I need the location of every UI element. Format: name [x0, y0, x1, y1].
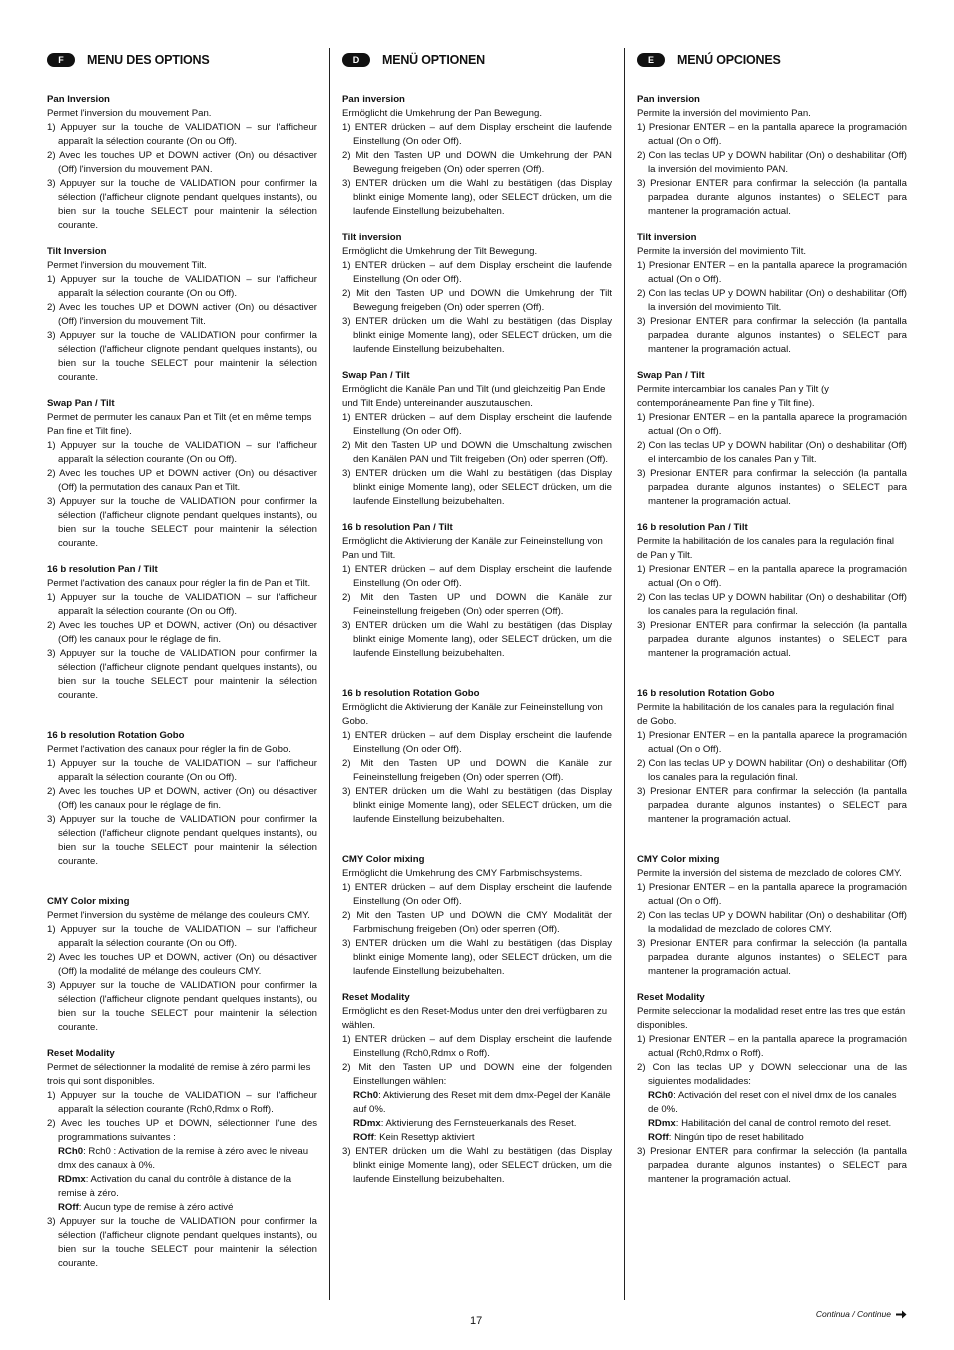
option-key: RDmx [58, 1174, 86, 1185]
option-section [47, 1047, 317, 1271]
step-item: 1) Presionar ENTER – en la pantalla aparece la programación actual (On o Off). [637, 260, 907, 285]
option-heading: Tilt inversion [637, 232, 697, 243]
option-value: : Kein Resettyp aktiviert [373, 1132, 475, 1143]
step-item: 3) Presionar ENTER para confirmar la selección (la pantalla parpadea durante algunos instantes) o SELECT para mantener la programación actual. [637, 938, 907, 977]
option-section [47, 397, 317, 551]
option-value: : Activación del reset con el nivel dmx de los canales de 0%. [648, 1090, 897, 1115]
option-description: Ermöglicht die Umkehrung des CMY Farbmischsystems. [342, 868, 583, 879]
option-key: ROff [648, 1132, 669, 1143]
option-section [637, 369, 907, 509]
option-value: : Aucun type de remise à zéro activé [78, 1202, 234, 1213]
option-heading: 16 b resolution Rotation Gobo [47, 730, 185, 741]
section-header [637, 50, 907, 70]
continue-note [816, 1309, 907, 1319]
option-heading: Swap Pan / Tilt [637, 370, 705, 381]
page-number: 17 [470, 1315, 483, 1327]
step-list [47, 121, 317, 233]
option-key: RCh0 [353, 1090, 379, 1101]
step-item: 2) Mit den Tasten UP und DOWN die Umkehrung der PAN Bewegung freigeben (On) oder sperren (Off). [342, 150, 612, 175]
step-item: 3) ENTER drücken um die Wahl zu bestätigen (das Display blinkt einige Momente lang), oder SELECT drücken, um die laufende Einstellung beizubehalten. [342, 468, 612, 507]
step-item: 1) Presionar ENTER – en la pantalla aparece la programación actual (Rch0,Rdmx o Roff). [637, 1034, 907, 1059]
language-badge: E [637, 53, 665, 67]
reset-option [342, 1089, 612, 1117]
option-description: Permite la inversión del movimiento Tilt. [637, 246, 807, 257]
step-item: 3) Presionar ENTER para confirmar la selección (la pantalla parpadea durante algunos instantes) o SELECT para mantener la programación actual. [637, 178, 907, 217]
step-item: 3) ENTER drücken um die Wahl zu bestätigen (das Display blinkt einige Momente lang), oder SELECT drücken, um die laufende Einstellung beizubehalten. [342, 316, 612, 355]
step-item: 1) Appuyer sur la touche de VALIDATION – sur l'afficheur apparaît la sélection courante (On ou Off). [47, 122, 317, 147]
option-heading: Swap Pan / Tilt [47, 398, 115, 409]
step-item: 3) Appuyer sur la touche de VALIDATION pour confirmer la sélection (l'afficheur clignote pendant quelques instants), ou bien sur la touche SELECT pour maintenir la sélection courante. [47, 496, 317, 549]
option-description: Permet de sélectionner la modalité de remise à zéro parmi les trois qui sont disponibles. [47, 1062, 311, 1087]
option-description: Ermöglicht es den Reset-Modus unter den drei verfügbaren zu wählen. [342, 1006, 608, 1031]
option-description: Ermöglicht die Aktivierung der Kanäle zur Feineinstellung von Pan und Tilt. [342, 536, 603, 561]
step-item: 1) ENTER drücken – auf dem Display erscheint die laufende Einstellung (On oder Off). [342, 882, 612, 907]
option-heading: Pan Inversion [47, 94, 110, 105]
option-section [637, 231, 907, 357]
step-item: 3) ENTER drücken um die Wahl zu bestätigen (das Display blinkt einige Momente lang), oder SELECT drücken, um die laufende Einstellung beizubehalten. [342, 620, 612, 659]
reset-option [47, 1173, 317, 1201]
option-heading: Pan inversion [637, 94, 700, 105]
step-list [342, 259, 612, 357]
option-heading: Pan inversion [342, 94, 405, 105]
step-item: 1) Appuyer sur la touche de VALIDATION – sur l'afficheur apparaît la sélection courante (On ou Off). [47, 592, 317, 617]
step-item: 2) Avec les touches UP et DOWN, activer (On) ou désactiver (Off) les canaux pour le réglage de fin. [47, 620, 317, 645]
option-description: Permite seleccionar la modalidad reset entre las tres que están disponibles. [637, 1006, 906, 1031]
step-item: 3) Presionar ENTER para confirmar la selección (la pantalla parpadea durante algunos instantes) o SELECT para mantener la programación actual. [637, 1146, 907, 1185]
option-heading: Reset Modality [637, 992, 705, 1003]
option-heading: 16 b resolution Pan / Tilt [637, 522, 748, 533]
option-section [342, 853, 612, 979]
step-list [637, 121, 907, 219]
step-item: 1) Appuyer sur la touche de VALIDATION – sur l'afficheur apparaît la sélection courante (On ou Off). [47, 924, 317, 949]
step-item: 3) Appuyer sur la touche de VALIDATION pour confirmer la sélection (l'afficheur clignote pendant quelques instants), ou bien sur la touche SELECT pour maintenir la sélection courante. [47, 648, 317, 701]
option-key: RCh0 [648, 1090, 674, 1101]
step-item: 2) Con las teclas UP y DOWN habilitar (On) o deshabilitar (Off) la inversión del movimiento Tilt. [637, 288, 907, 313]
option-description: Ermöglicht die Umkehrung der Pan Bewegung. [342, 108, 542, 119]
column-divider-1 [329, 48, 330, 1300]
option-heading: Tilt inversion [342, 232, 402, 243]
option-heading: 16 b resolution Pan / Tilt [47, 564, 158, 575]
option-section [342, 231, 612, 357]
option-heading: Reset Modality [47, 1048, 115, 1059]
option-description: Permet l'activation des canaux pour régler la fin de Gobo. [47, 744, 291, 755]
step-item: 2) Mit den Tasten UP und DOWN eine der folgenden Einstellungen wählen: [342, 1062, 612, 1087]
option-section [342, 369, 612, 509]
option-section [342, 93, 612, 219]
step-item: 3) Appuyer sur la touche de VALIDATION pour confirmer la sélection (l'afficheur clignote pendant quelques instants), ou bien sur la touche SELECT pour maintenir la sélection courante. [47, 980, 317, 1033]
option-description: Ermöglicht die Umkehrung der Tilt Bewegung. [342, 246, 538, 257]
step-item: 3) Appuyer sur la touche de VALIDATION pour confirmer la sélection (l'afficheur clignote pendant quelques instants), ou bien sur la touche SELECT pour maintenir la sélection courante. [47, 814, 317, 867]
option-value: : Aktivierung des Fernsteuerkanals des Reset. [380, 1118, 577, 1129]
language-badge: F [47, 53, 75, 67]
menu-title: MENÜ OPTIONEN [382, 53, 485, 67]
step-list [637, 881, 907, 979]
step-item: 1) Appuyer sur la touche de VALIDATION – sur l'afficheur apparaît la sélection courante (On ou Off). [47, 440, 317, 465]
step-item: 1) ENTER drücken – auf dem Display erscheint die laufende Einstellung (On oder Off). [342, 260, 612, 285]
step-list [342, 563, 612, 661]
step-item: 2) Con las teclas UP y DOWN habilitar (On) o deshabilitar (Off) la inversión del movimiento PAN. [637, 150, 907, 175]
step-list [342, 411, 612, 509]
step-item: 3) Presionar ENTER para confirmar la selección (la pantalla parpadea durante algunos instantes) o SELECT para mantener la programación actual. [637, 620, 907, 659]
arrow-right-icon [896, 1310, 907, 1319]
option-key: RDmx [648, 1118, 676, 1129]
step-item: 3) ENTER drücken um die Wahl zu bestätigen (das Display blinkt einige Momente lang), oder SELECT drücken, um die laufende Einstellung beizubehalten. [342, 786, 612, 825]
section-header [342, 50, 612, 70]
option-section [637, 521, 907, 661]
option-section [47, 563, 317, 703]
step-item: 2) Avec les touches UP et DOWN activer (On) ou désactiver (Off) l'inversion du mouvement PAN. [47, 150, 317, 175]
reset-option [637, 1117, 907, 1131]
step-item: 1) Presionar ENTER – en la pantalla aparece la programación actual (On o Off). [637, 412, 907, 437]
option-description: Permet de permuter les canaux Pan et Tilt (et en même temps Pan fine et Tilt fine). [47, 412, 312, 437]
reset-option [637, 1089, 907, 1117]
step-item: 2) Mit den Tasten UP und DOWN die Umkehrung der Tilt Bewegung freigeben (On) oder sperren (Off). [342, 288, 612, 313]
column-d [342, 50, 612, 1199]
option-value: : Habilitación del canal de control remoto del reset. [675, 1118, 892, 1129]
option-description: Permet l'activation des canaux pour régler la fin de Pan et Tilt. [47, 578, 311, 589]
step-item: 2) Avec les touches UP et DOWN, sélectionner l'une des programmations suivantes : [47, 1118, 317, 1143]
option-heading: 16 b resolution Rotation Gobo [637, 688, 775, 699]
step-item: 3) Presionar ENTER para confirmar la selección (la pantalla parpadea durante algunos instantes) o SELECT para mantener la programación actual. [637, 468, 907, 507]
option-section [637, 687, 907, 827]
step-item: 1) Appuyer sur la touche de VALIDATION – sur l'afficheur apparaît la sélection courante (On ou Off). [47, 274, 317, 299]
step-item: 2) Avec les touches UP et DOWN activer (On) ou désactiver (Off) l'inversion du mouvement Tilt. [47, 302, 317, 327]
column-divider-2 [624, 48, 625, 1300]
step-item: 1) ENTER drücken – auf dem Display erscheint die laufende Einstellung (On oder Off). [342, 412, 612, 437]
option-key: ROff [353, 1132, 374, 1143]
step-item: 1) Appuyer sur la touche de VALIDATION – sur l'afficheur apparaît la sélection courante (Rch0,Rdmx o Roff). [47, 1090, 317, 1115]
step-item: 1) ENTER drücken – auf dem Display erscheint die laufende Einstellung (On oder Off). [342, 730, 612, 755]
option-section [637, 93, 907, 219]
step-item: 2) Avec les touches UP et DOWN, activer (On) ou désactiver (Off) la modalité de mélange des couleurs CMY. [47, 952, 317, 977]
column-e [637, 50, 907, 1199]
step-item: 1) Presionar ENTER – en la pantalla aparece la programación actual (On o Off). [637, 122, 907, 147]
step-item: 3) Appuyer sur la touche de VALIDATION pour confirmer la sélection (l'afficheur clignote pendant quelques instants), ou bien sur la touche SELECT pour maintenir la sélection courante. [47, 1216, 317, 1269]
step-list [342, 729, 612, 827]
option-value: : Rch0 : Activation de la remise à zéro avec le niveau dmx des canaux à 0%. [58, 1146, 309, 1171]
option-section [47, 245, 317, 385]
step-item: 2) Mit den Tasten UP und DOWN die Umschaltung zwischen den Kanälen PAN und Tilt freigeben (On) oder sperren (Off). [342, 440, 612, 465]
step-item: 1) ENTER drücken – auf dem Display erscheint die laufende Einstellung (Rch0,Rdmx o Roff). [342, 1034, 612, 1059]
option-description: Permite la habilitación de los canales para la regulación final de Pan y Tilt. [637, 536, 895, 561]
option-description: Permite intercambiar los canales Pan y Tilt (y contemporáneamente Pan fine y Tilt fine). [637, 384, 829, 409]
step-item: 2) Con las teclas UP y DOWN habilitar (On) o deshabilitar (Off) los canales para la regulación final. [637, 758, 907, 783]
step-item: 1) Presionar ENTER – en la pantalla aparece la programación actual (On o Off). [637, 730, 907, 755]
step-item: 2) Mit den Tasten UP und DOWN die CMY Modalität der Farbmischung freigeben (On) oder sperren (Off). [342, 910, 612, 935]
option-key: RCh0 [58, 1146, 84, 1157]
step-item: 3) ENTER drücken um die Wahl zu bestätigen (das Display blinkt einige Momente lang), oder SELECT drücken, um die laufende Einstellung beizubehalten. [342, 178, 612, 217]
step-list [47, 591, 317, 703]
step-item: 1) Presionar ENTER – en la pantalla aparece la programación actual (On o Off). [637, 882, 907, 907]
step-item: 3) ENTER drücken um die Wahl zu bestätigen (das Display blinkt einige Momente lang), oder SELECT drücken, um die laufende Einstellung beizubehalten. [342, 938, 612, 977]
option-heading: Swap Pan / Tilt [342, 370, 410, 381]
option-section [637, 991, 907, 1187]
menu-title: MENÚ OPCIONES [677, 53, 781, 67]
option-value: : Aktivierung des Reset mit dem dmx-Pegel der Kanäle auf 0%. [353, 1090, 611, 1115]
option-description: Permet l'inversion du mouvement Tilt. [47, 260, 207, 271]
option-heading: 16 b resolution Rotation Gobo [342, 688, 480, 699]
option-section [47, 729, 317, 869]
reset-option [342, 1131, 612, 1145]
step-list [47, 923, 317, 1035]
step-list [47, 757, 317, 869]
step-item: 2) Mit den Tasten UP und DOWN die Kanäle zur Feineinstellung freigeben (On) oder sperren (Off). [342, 592, 612, 617]
step-item: 2) Con las teclas UP y DOWN habilitar (On) o deshabilitar (Off) la modalidad de mezclado de colores CMY. [637, 910, 907, 935]
step-list [637, 563, 907, 661]
option-heading: CMY Color mixing [637, 854, 720, 865]
option-key: RDmx [353, 1118, 381, 1129]
option-value: : Ningún tipo de reset habilitado [668, 1132, 804, 1143]
option-section [47, 93, 317, 233]
reset-option [637, 1131, 907, 1145]
step-item: 2) Con las teclas UP y DOWN habilitar (On) o deshabilitar (Off) los canales para la regulación final. [637, 592, 907, 617]
option-section [342, 521, 612, 661]
step-list [637, 1033, 907, 1187]
step-item: 3) ENTER drücken um die Wahl zu bestätigen (das Display blinkt einige Momente lang), oder SELECT drücken, um die laufende Einstellung beizubehalten. [342, 1146, 612, 1185]
option-heading: Tilt Inversion [47, 246, 107, 257]
reset-option [47, 1201, 317, 1215]
step-item: 1) ENTER drücken – auf dem Display erscheint die laufende Einstellung (On oder Off). [342, 122, 612, 147]
section-header [47, 50, 317, 70]
step-item: 1) ENTER drücken – auf dem Display erscheint die laufende Einstellung (On oder Off). [342, 564, 612, 589]
option-section [342, 991, 612, 1187]
option-section [47, 895, 317, 1035]
step-list [47, 1089, 317, 1271]
option-description: Permite la inversión del movimiento Pan. [637, 108, 811, 119]
option-value: : Activation du canal du contrôle à distance de la remise à zéro. [58, 1174, 292, 1199]
option-description: Ermöglicht die Kanäle Pan und Tilt (und gleichzeitig Pan Ende und Tilt Ende) untereinander auszutauschen. [342, 384, 606, 409]
option-heading: 16 b resolution Pan / Tilt [342, 522, 453, 533]
column-f [47, 50, 317, 1283]
step-item: 2) Mit den Tasten UP und DOWN die Kanäle zur Feineinstellung freigeben (On) oder sperren (Off). [342, 758, 612, 783]
option-section [637, 853, 907, 979]
option-description: Permite la inversión del sistema de mezclado de colores CMY. [637, 868, 902, 879]
step-item: 2) Avec les touches UP et DOWN activer (On) ou désactiver (Off) la permutation des canaux Pan et Tilt. [47, 468, 317, 493]
language-badge: D [342, 53, 370, 67]
step-item: 2) Avec les touches UP et DOWN, activer (On) ou désactiver (Off) les canaux pour le réglage de fin. [47, 786, 317, 811]
option-heading: CMY Color mixing [47, 896, 130, 907]
reset-option [47, 1145, 317, 1173]
step-item: 3) Presionar ENTER para confirmar la selección (la pantalla parpadea durante algunos instantes) o SELECT para mantener la programación actual. [637, 786, 907, 825]
step-item: 3) Appuyer sur la touche de VALIDATION pour confirmer la sélection (l'afficheur clignote pendant quelques instants), ou bien sur la touche SELECT pour maintenir la sélection courante. [47, 330, 317, 383]
option-description: Ermöglicht die Aktivierung der Kanäle zur Feineinstellung von Gobo. [342, 702, 603, 727]
option-heading: Reset Modality [342, 992, 410, 1003]
step-list [342, 881, 612, 979]
step-item: 1) Presionar ENTER – en la pantalla aparece la programación actual (On o Off). [637, 564, 907, 589]
menu-title: MENU DES OPTIONS [87, 53, 210, 67]
step-list [637, 411, 907, 509]
reset-option [342, 1117, 612, 1131]
step-item: 3) Appuyer sur la touche de VALIDATION pour confirmer la sélection (l'afficheur clignote pendant quelques instants), ou bien sur la touche SELECT pour maintenir la sélection courante. [47, 178, 317, 231]
option-heading: CMY Color mixing [342, 854, 425, 865]
step-list [342, 121, 612, 219]
step-list [342, 1033, 612, 1187]
option-description: Permite la habilitación de los canales para la regulación final de Gobo. [637, 702, 895, 727]
step-list [47, 273, 317, 385]
option-description: Permet l'inversion du système de mélange des couleurs CMY. [47, 910, 310, 921]
step-item: 2) Con las teclas UP y DOWN seleccionar una de las siguientes modalidades: [637, 1062, 907, 1087]
step-item: 2) Con las teclas UP y DOWN habilitar (On) o deshabilitar (Off) el intercambio de los canales Pan y Tilt. [637, 440, 907, 465]
option-section [342, 687, 612, 827]
step-list [47, 439, 317, 551]
continue-label: Continua / Continue [815, 1309, 891, 1319]
step-item: 1) Appuyer sur la touche de VALIDATION – sur l'afficheur apparaît la sélection courante (On ou Off). [47, 758, 317, 783]
step-list [637, 259, 907, 357]
step-item: 3) Presionar ENTER para confirmar la selección (la pantalla parpadea durante algunos instantes) o SELECT para mantener la programación actual. [637, 316, 907, 355]
step-list [637, 729, 907, 827]
option-key: ROff [58, 1202, 79, 1213]
option-description: Permet l'inversion du mouvement Pan. [47, 108, 212, 119]
